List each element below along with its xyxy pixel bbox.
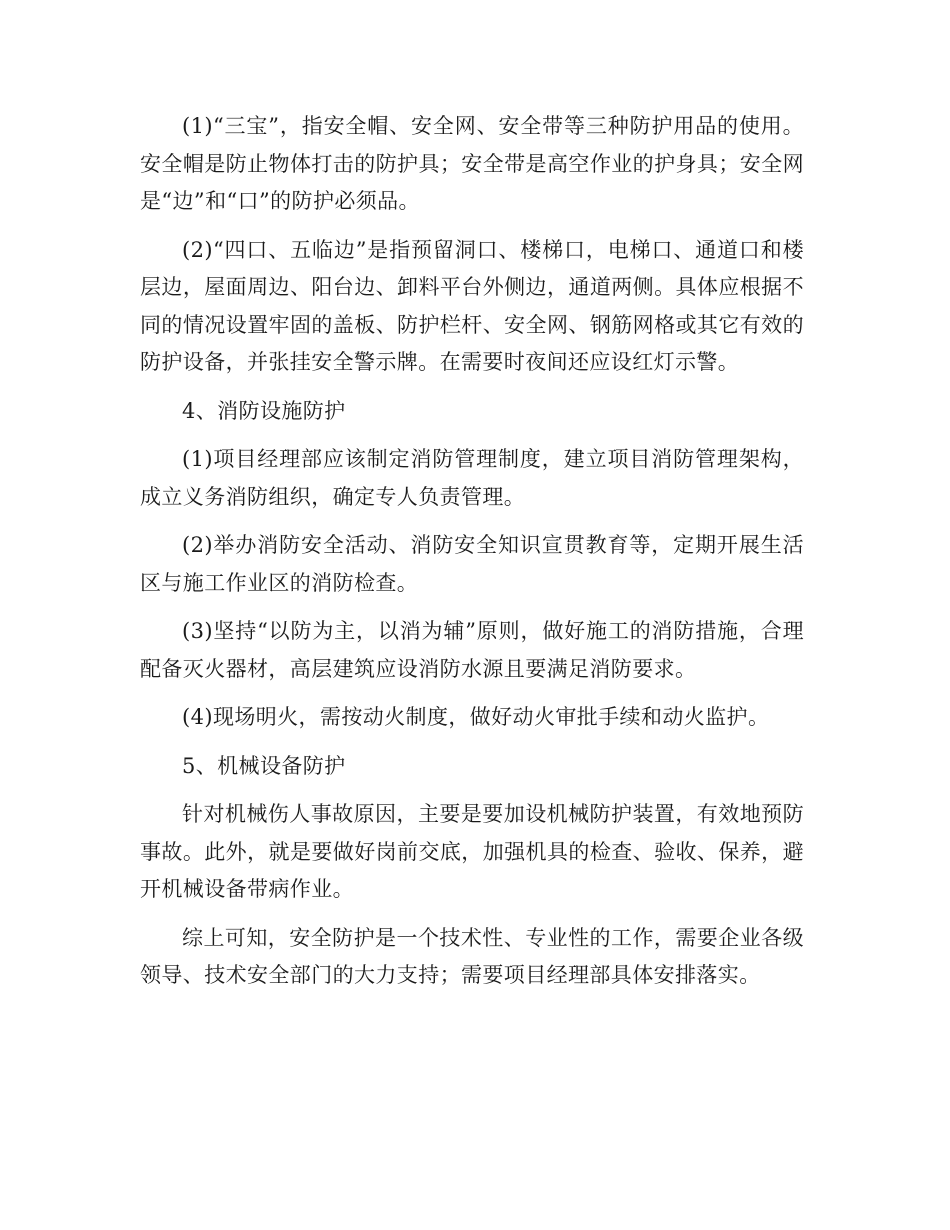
section-heading-machinery-protection: 5、机械设备防护: [182, 753, 346, 778]
paragraph-machinery-accidents: 针对机械伤人事故原因，主要是要加设机械防护装置，有效地预防事故。此外，就是要做好岗前交底，加强机具的检查、验收、保养，避开机械设备带病作业。: [140, 802, 804, 901]
paragraph-fire-safety-activities: (2)举办消防安全活动、消防安全知识宣贯教育等，定期开展生活区与施工作业区的消防检查。: [140, 533, 804, 595]
section-heading-fire-protection: 4、消防设施防护: [182, 398, 346, 423]
document-page: [140, 108, 804, 1006]
paragraph-three-treasures: (1)“三宝”，指安全帽、安全网、安全带等三种防护用品的使用。安全帽是防止物体打击的防护具；安全带是高空作业的护身具；安全网是“边”和“口”的防护必须品。: [140, 114, 804, 213]
paragraph-conclusion: 综上可知，安全防护是一个技术性、专业性的工作，需要企业各级领导、技术安全部门的大力支持；需要项目经理部具体安排落实。: [140, 925, 804, 987]
paragraph-four-openings-five-edges: (2)“四口、五临边”是指预留洞口、楼梯口，电梯口、通道口和楼层边，屋面周边、阳台边、卸料平台外侧边，通道两侧。具体应根据不同的情况设置牢固的盖板、防护栏杆、安全网、钢筋网格或其它有效的防护设备，并张挂安全警示牌。在需要时夜间还应设红灯示警。: [140, 237, 804, 374]
paragraph-open-fire: (4)现场明火，需按动火制度，做好动火审批手续和动火监护。: [182, 705, 770, 729]
paragraph-fire-management-system: (1)项目经理部应该制定消防管理制度，建立项目消防管理架构，成立义务消防组织，确定专人负责管理。: [140, 447, 804, 509]
paragraph-prevention-principle: (3)坚持“以防为主，以消为辅”原则，做好施工的消防措施，合理配备灭火器材，高层建筑应设消防水源且要满足消防要求。: [140, 619, 804, 681]
